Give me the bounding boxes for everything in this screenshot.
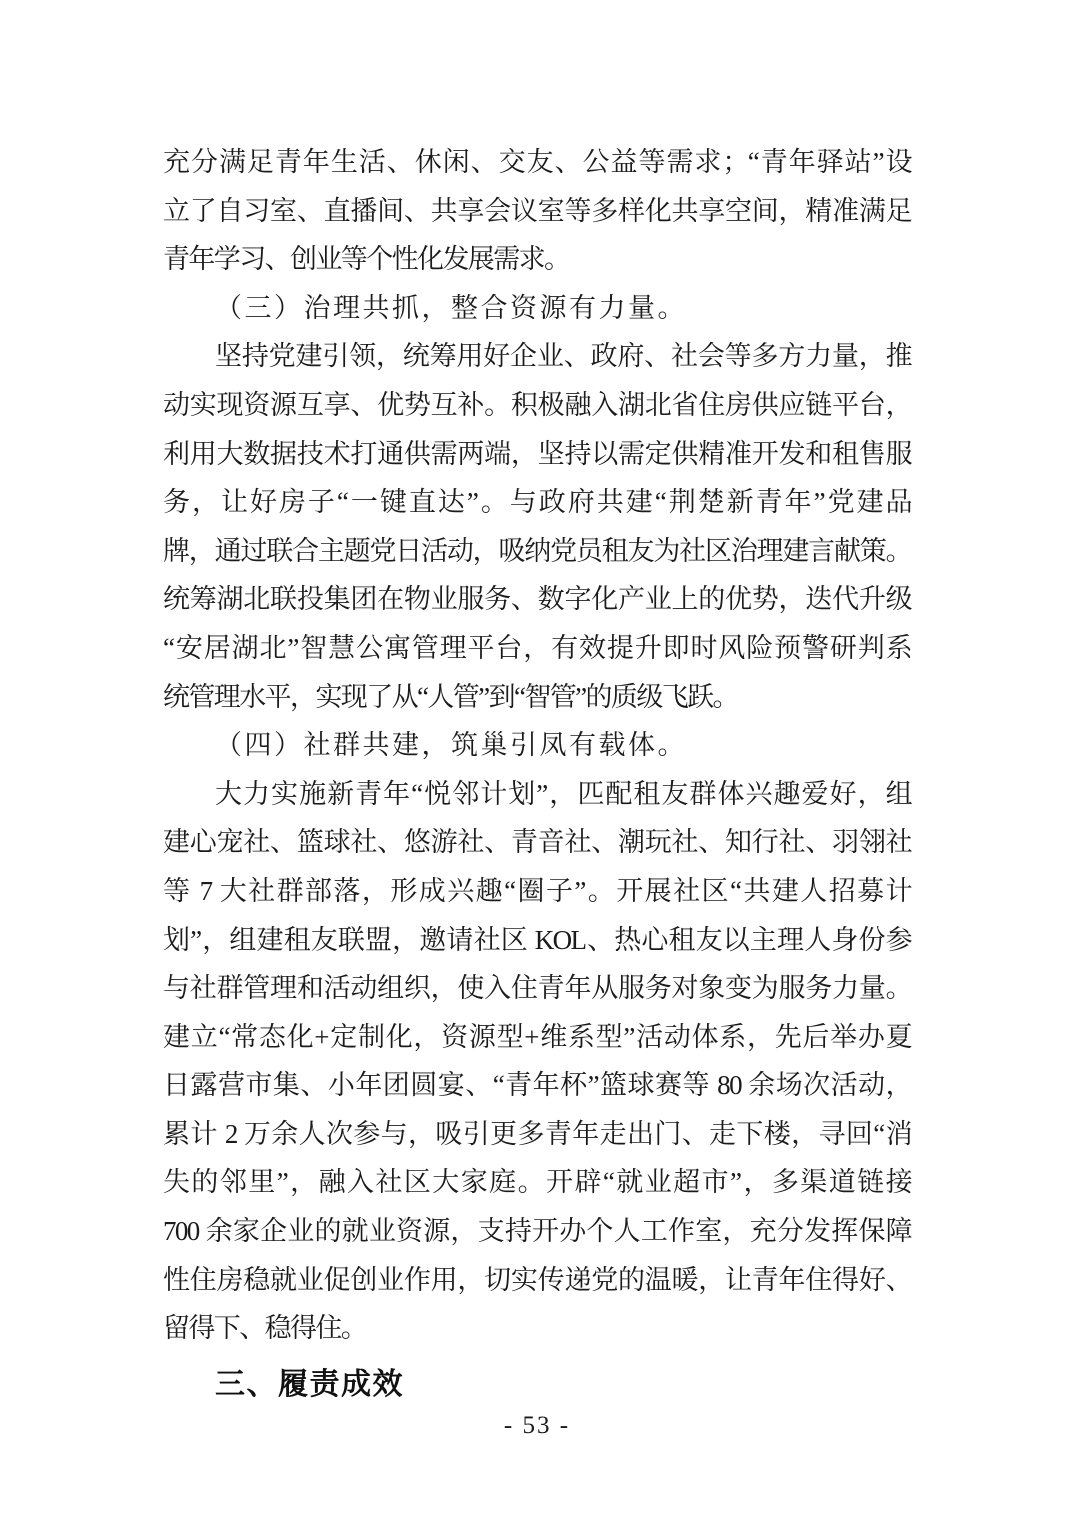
- body-line: 坚持党建引领，统筹用好企业、政府、社会等多方力量，推: [215, 341, 911, 372]
- body-line: 充分满足青年生活、休闲、交友、公益等需求；“青年驿站”设: [163, 147, 911, 177]
- body-line: 大力实施新青年“悦邻计划”，匹配租友群体兴趣爱好，组: [215, 778, 911, 809]
- page-number: - 53 -: [503, 1412, 571, 1439]
- body-line: 与社群管理和活动组织，使入住青年从服务对象变为服务力量。: [163, 973, 911, 1004]
- body-line: 留得下、稳得住。: [163, 1313, 367, 1344]
- body-line: 等 7 大社群部落，形成兴趣“圈子”。开展社区“共建人招募计: [163, 875, 911, 906]
- body-line: 性住房稳就业促创业作用，切实传递党的温暖，让青年住得好、: [163, 1264, 911, 1295]
- body-line: 统管理水平，实现了从“人管”到“智管”的质级飞跃。: [163, 681, 738, 712]
- body-line: 建立“常态化+定制化，资源型+维系型”活动体系，先后举办夏: [163, 1021, 911, 1052]
- body-line: 日露营市集、小年团圆宴、“青年杯”篮球赛等 80 余场次活动，: [163, 1070, 911, 1101]
- body-line: 立了自习室、直播间、共享会议室等多样化共享空间，精准满足: [163, 195, 911, 226]
- body-line: 动实现资源互享、优势互补。积极融入湖北省住房供应链平台，: [163, 389, 911, 420]
- subsection-heading-three: （三）治理共抓，整合资源有力量。: [215, 292, 687, 323]
- section-heading: 三、履责成效: [215, 1367, 404, 1401]
- body-line: 建心宠社、篮球社、悠游社、青音社、潮玩社、知行社、羽翎社: [163, 827, 911, 858]
- body-line: 划”，组建租友联盟，邀请社区 KOL、热心租友以主理人身份参: [163, 924, 911, 955]
- subsection-heading-four: （四）社群共建，筑巢引凤有载体。: [215, 730, 687, 761]
- body-line: 累计 2 万余人次参与，吸引更多青年走出门、走下楼，寻回“消: [163, 1118, 911, 1149]
- body-line: 青年学习、创业等个性化发展需求。: [163, 244, 570, 275]
- document-body: [163, 138, 911, 1409]
- body-line: 牌，通过联合主题党日活动，吸纳党员租友为社区治理建言献策。: [163, 535, 911, 566]
- body-line: 务，让好房子“一键直达”。与政府共建“荆楚新青年”党建品: [163, 487, 911, 518]
- body-line: 利用大数据技术打通供需两端，坚持以需定供精准开发和租售服: [163, 438, 911, 469]
- body-line: “安居湖北”智慧公寓管理平台，有效提升即时风险预警研判系: [163, 632, 911, 663]
- body-line: 失的邻里”，融入社区大家庭。开辟“就业超市”，多渠道链接: [163, 1167, 911, 1198]
- body-line: 700 余家企业的就业资源，支持开办个人工作室，充分发挥保障: [163, 1216, 911, 1247]
- body-line: 统筹湖北联投集团在物业服务、数字化产业上的优势，迭代升级: [163, 584, 911, 615]
